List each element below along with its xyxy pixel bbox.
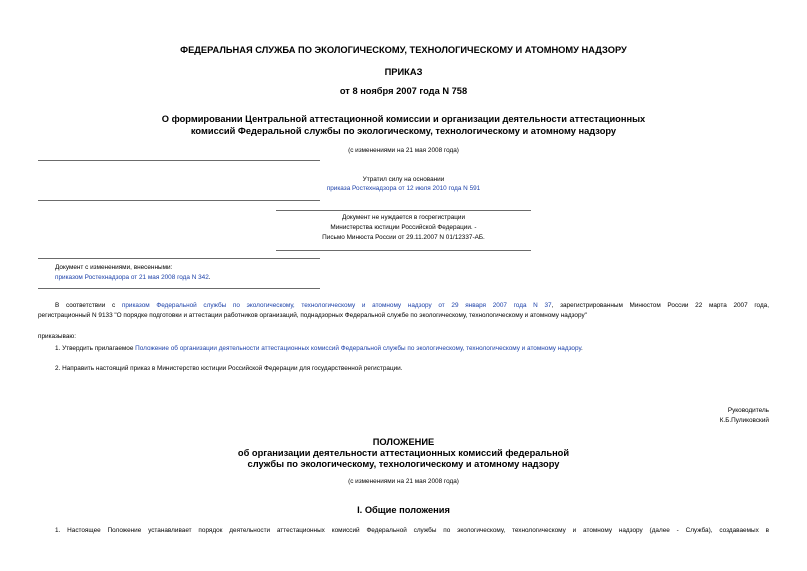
order-item-2: 2. Направить настоящий приказ в Министерство юстиции Российской Федерации для государственной регистрации. — [55, 365, 403, 372]
section-title: I. Общие положения — [357, 505, 450, 515]
doc-title-line1: О формировании Центральной аттестационной комиссии и организации деятельности аттестационных — [161, 114, 646, 124]
regulation-title: ПОЛОЖЕНИЕ — [372, 437, 435, 447]
registration-notice-line1: Документ не нуждается в госрегистрации — [341, 214, 466, 221]
item1-prefix: 1. Утвердить прилагаемое — [55, 345, 136, 352]
void-notice-link[interactable]: приказа Ростехнадзора от 12 июля 2010 года N 591 — [326, 185, 481, 192]
regulation-para1: 1. Настоящее Положение устанавливает порядок деятельности аттестационных комиссий Федеральной службы по экологическому, технологическому и атомному надзору (далее - Служба), создаваемых в — [55, 527, 769, 534]
divider — [38, 288, 320, 289]
doc-date-number: от 8 ноября 2007 года N 758 — [339, 86, 468, 96]
preamble-line2: регистрационный N 9133 "О порядке подготовки и аттестации работников организаций, поднадзорных Федеральной службе по экологическому, технологическому и атомному надзору" — [38, 312, 587, 319]
changes-notice-link[interactable]: приказом Ростехнадзора от 21 мая 2008 года N 342 — [55, 274, 209, 281]
divider — [276, 210, 531, 211]
order-word: приказываю: — [38, 333, 76, 340]
regulation-amendments: (с изменениями на 21 мая 2008 года) — [348, 478, 459, 485]
signature-name: К.Б.Пуликовский — [719, 417, 769, 424]
void-notice-text: Утратил силу на основании — [362, 176, 445, 183]
order-item-1 — [55, 345, 583, 352]
preamble-line1 — [55, 302, 769, 309]
registration-notice-line2: Министерства юстиции Российской Федерации. - — [330, 224, 477, 231]
amendments-note: (с изменениями на 21 мая 2008 года) — [348, 147, 459, 154]
preamble-link[interactable]: приказом Федеральной службы по экологическому, технологическому и атомному надзору от 29 января 2007 года N 37 — [121, 302, 552, 309]
item1-link[interactable]: Положение об организации деятельности аттестационных комиссий Федеральной службы по экологическому, технологическому и атомному надзору — [135, 345, 582, 352]
changes-notice-text: Документ с изменениями, внесенными: — [55, 264, 173, 271]
divider — [276, 250, 531, 251]
item1-suffix: . — [581, 345, 583, 352]
doc-title-line2: комиссий Федеральной службы по экологическому, технологическому и атомному надзору — [190, 126, 617, 136]
preamble-suffix: , зарегистрированным Минюстом России 22 марта 2007 года, — [551, 302, 770, 309]
agency-name: ФЕДЕРАЛЬНАЯ СЛУЖБА ПО ЭКОЛОГИЧЕСКОМУ, ТЕХНОЛОГИЧЕСКОМУ И АТОМНОМУ НАДЗОРУ — [180, 45, 627, 55]
signature-position: Руководитель — [727, 407, 769, 414]
divider — [38, 200, 320, 201]
divider — [38, 160, 320, 161]
regulation-subtitle-line2: службы по экологическому, технологическому и атомному надзору — [247, 459, 560, 469]
registration-notice-line3: Письмо Минюста России от 29.11.2007 N 01/12337-АБ. — [322, 234, 485, 241]
changes-notice — [55, 274, 211, 281]
regulation-subtitle-line1: об организации деятельности аттестационных комиссий федеральной — [237, 448, 570, 458]
divider — [38, 258, 320, 259]
changes-notice-suffix: . — [208, 274, 211, 281]
preamble-prefix: В соответствии с — [55, 302, 122, 309]
doc-type: ПРИКАЗ — [384, 67, 423, 77]
